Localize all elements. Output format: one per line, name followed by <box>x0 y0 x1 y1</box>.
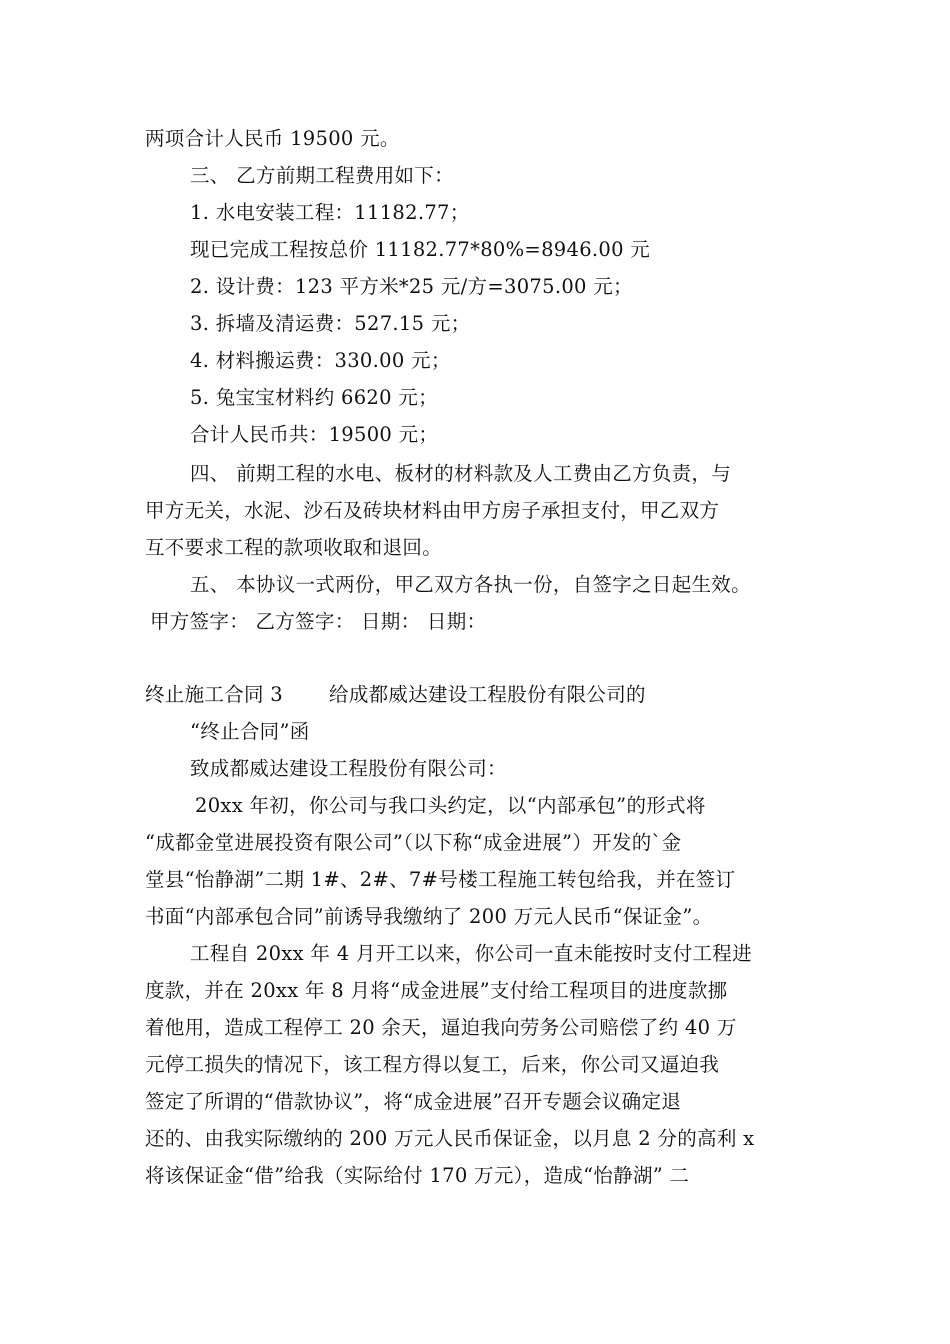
text-line: 三、 乙方前期工程费用如下： <box>190 164 454 187</box>
text-line: 互不要求工程的款项收取和退回。 <box>145 536 443 559</box>
letter-line: 元停工损失的情况下，该工程方得以复工，后来，你公司又逼迫我 <box>145 1053 720 1076</box>
text-line: 1. 水电安装工程：11182.77； <box>190 201 470 224</box>
text-line: 5. 兔宝宝材料约 6620 元； <box>190 386 438 409</box>
text-line: 四、 前期工程的水电、板材的材料款及人工费由乙方负责，与 <box>190 462 732 485</box>
letter-line: 书面“内部承包合同”前诱导我缴纳了 200 万元人民币“保证金”。 <box>145 905 713 928</box>
text-line: 3. 拆墙及清运费：527.15 元； <box>190 312 471 335</box>
section-heading: 给成都威达建设工程股份有限公司的 <box>329 683 646 706</box>
letter-line: 工程自 20xx 年 4 月开工以来，你公司一直未能按时支付工程进 <box>190 942 752 965</box>
section-heading-2: “终止合同”函 <box>190 720 310 743</box>
text-line: 甲方无关，水泥、沙石及砖块材料由甲方房子承担支付，甲乙双方 <box>145 499 720 522</box>
section-heading-line <box>145 676 646 713</box>
letter-line: 度款，并在 20xx 年 8 月将“成金进展”支付给工程项目的进度款挪 <box>145 979 728 1002</box>
text-line: 4. 材料搬运费：330.00 元； <box>190 349 451 372</box>
letter-line: 还的、由我实际缴纳的 200 万元人民币保证金，以月息 2 分的高利 x <box>145 1127 755 1150</box>
text-line: 2. 设计费：123 平方米*25 元/方=3075.00 元； <box>190 275 633 298</box>
text-line: 合计人民币共：19500 元； <box>190 423 439 446</box>
letter-line: 将该保证金“借”给我（实际给付 170 万元），造成“怡静湖” 二 <box>145 1164 690 1187</box>
letter-line: 20xx 年初，你公司与我口头约定，以“内部承包”的形式将 <box>195 794 706 817</box>
signature-line: 甲方签字： 乙方签字： 日期： 日期： <box>150 610 487 633</box>
letter-line: 签定了所谓的“借款协议”，将“成金进展”召开专题会议确定退 <box>145 1090 682 1113</box>
text-line: 两项合计人民币 19500 元。 <box>145 127 400 150</box>
letter-line: “成都金堂进展投资有限公司”（以下称“成金进展”）开发的`金 <box>145 831 682 854</box>
text-line: 现已完成工程按总价 11182.77*80%=8946.00 元 <box>190 238 651 261</box>
letter-salutation: 致成都威达建设工程股份有限公司： <box>190 757 507 780</box>
text-line: 五、 本协议一式两份，甲乙双方各执一份，自签字之日起生效。 <box>190 573 751 596</box>
letter-line: 堂县“怡静湖”二期 1#、2#、7#号楼工程施工转包给我，并在签订 <box>145 868 736 891</box>
section-title: 终止施工合同 3 <box>145 683 284 706</box>
letter-line: 着他用，造成工程停工 20 余天，逼迫我向劳务公司赔偿了约 40 万 <box>145 1016 737 1039</box>
